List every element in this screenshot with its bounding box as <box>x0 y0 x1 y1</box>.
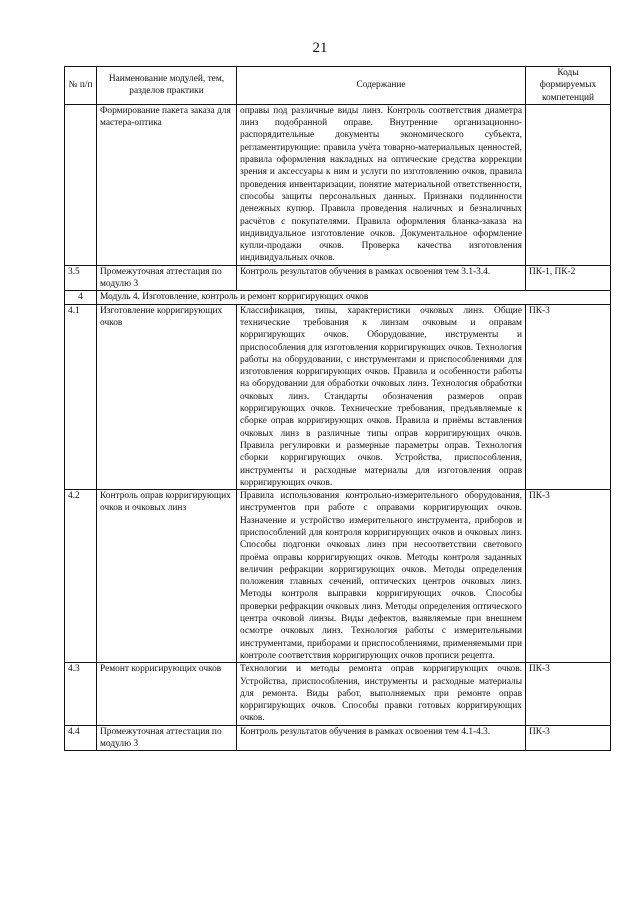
row-num: 4.1 <box>65 304 97 489</box>
table-header-row <box>65 67 611 105</box>
row-num: 4.4 <box>65 725 97 751</box>
row-codes: ПК-3 <box>526 663 611 725</box>
header-content: Содержание <box>237 67 526 105</box>
table-row <box>65 490 611 663</box>
table-row <box>65 725 611 751</box>
table-row <box>65 304 611 489</box>
row-codes: ПК-1, ПК-2 <box>526 265 611 291</box>
header-num: № п/п <box>65 67 97 105</box>
row-codes: ПК-3 <box>526 490 611 663</box>
module-num: 4 <box>65 291 97 304</box>
table-row <box>65 663 611 725</box>
row-num <box>65 104 97 265</box>
header-name: Наименование модулей, тем, разделов практики <box>97 67 237 105</box>
header-codes: Коды формируемых компетенций <box>526 67 611 105</box>
row-name: Контроль оправ корригирующих очков и очковых линз <box>97 490 237 663</box>
row-name: Промежуточная аттестация по модулю 3 <box>97 725 237 751</box>
table-row <box>65 265 611 291</box>
row-codes <box>526 104 611 265</box>
row-name: Промежуточная аттестация по модулю 3 <box>97 265 237 291</box>
row-content: Классификация, типы, характеристики очковых линз. Общие технические требования к линзам очковым и оправам корригирующих очков. Оборудование, инструменты и приспособления для изготовления корригирующих очков. Технология работы на оборудовании, с инструментами и приспособлениями для изготовления корригирующих очков. Правила и особенности работы на оборудовании для обработки очковых линз. Технология обработки очковых линз. Стандарты обозначения размеров оправ корригирующих очков. Технические требования, предъявляемые к сборке оправ корригирующих очков. Правила и приёмы вставления очковых линз в различные типы оправ корригирующих очков. Правила регулировки и размерные параметры оправ. Технология сборки корригирующих очков. Устройства, приспособления, инструменты и расходные материалы для изготовления оправ корригирующих очков. <box>237 304 526 489</box>
page-number: 21 <box>312 40 328 56</box>
row-content: Правила использования контрольно-измерительного оборудования, инструментов при работе с оправами корригирующих очков. Назначение и устройство измерительного инструмента, приборов и приспособлений для контроля корригирующих очков и очковых линз. Способы подгонки очковых линз при несоответствии светового проёма оправы корригирующих очков. Методы контроля заданных величин рефракции корригирующих очков. Методы определения положения главных сечений, оптических центров очковых линз. Методы контроля выправки корригирующих очков. Способы проверки рефракции очковых линз. Методы определения оптического центра очковой линзы. Виды дефектов, выявляемые при внешнем осмотре очковых линз. Технология работы с измерительными инструментами, приборами и приспособлениями, применяемыми при контроле соответствия корригирующих очков прописи рецепта. <box>237 490 526 663</box>
row-content: Контроль результатов обучения в рамках освоения тем 4.1-4.3. <box>237 725 526 751</box>
row-num: 4.3 <box>65 663 97 725</box>
row-content: оправы под различные виды линз. Контроль соответствия диаметра линз подобранной оправе. Внутренние организационно-распорядительные документы экономического субъекта, регламентирующие: правила учёта товарно-материальных ценностей, правила оформления накладных на оптические средства коррекции зрения и аксессуары к ним и услуги по изготовлению очков, правила проведения инвентаризации, понятие материальной ответственности, способы защиты персональных данных. Признаки подлинности денежных купюр. Правила проведения наличных и безналичных расчётов с покупателями. Правила оформления бланка-заказа на индивидуальное изготовление очков. Документальное оформление купли-продажи очков. Проверка качества изготовления индивидуальных очков. <box>237 104 526 265</box>
row-codes: ПК-3 <box>526 725 611 751</box>
row-content: Технологии и методы ремонта оправ корригирующих очков. Устройства, приспособления, инструменты и расходные материалы для ремонта. Виды работ, выполняемых при ремонте оправ корригирующих очков. Способы правки готовых корригирующих очков. <box>237 663 526 725</box>
row-num: 3.5 <box>65 265 97 291</box>
table-row <box>65 104 611 265</box>
row-name: Формирование пакета заказа для мастера-оптика <box>97 104 237 265</box>
row-codes: ПК-3 <box>526 304 611 489</box>
row-name: Изготовление корригирующих очков <box>97 304 237 489</box>
module-title: Модуль 4. Изготовление, контроль и ремонт корригирующих очков <box>97 291 611 304</box>
row-num: 4.2 <box>65 490 97 663</box>
curriculum-table <box>64 66 611 751</box>
module-row <box>65 291 611 304</box>
row-content: Контроль результатов обучения в рамках освоения тем 3.1-3.4. <box>237 265 526 291</box>
row-name: Ремонт корригирующих очков <box>97 663 237 725</box>
